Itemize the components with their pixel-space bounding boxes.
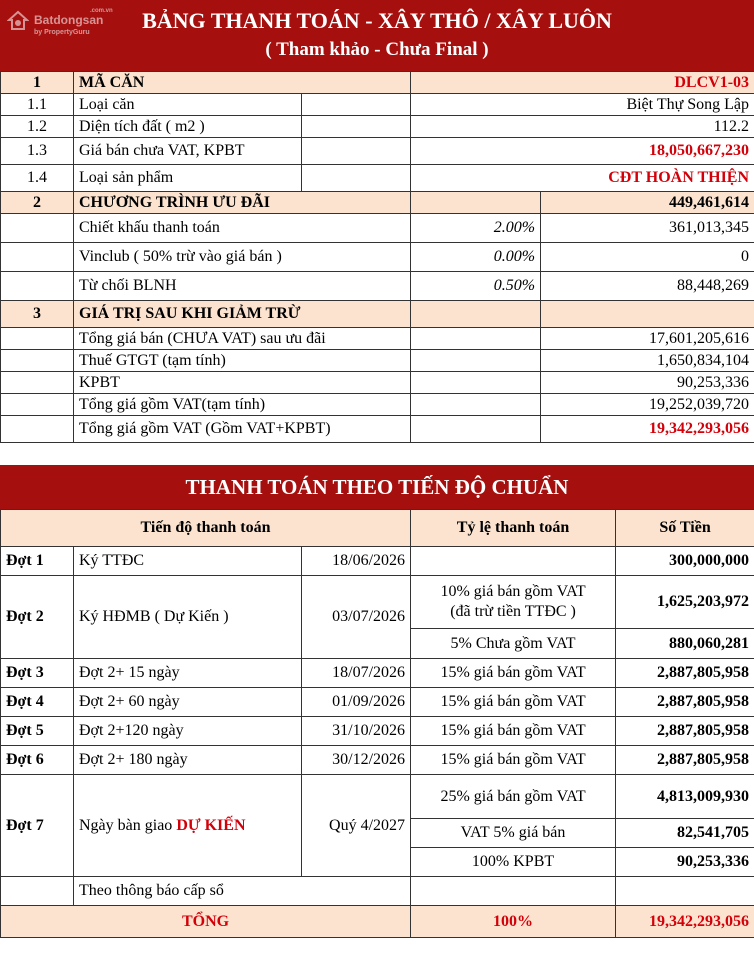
handover-text: Ngày bàn giao (79, 816, 173, 834)
installment-row-7 (1, 775, 754, 819)
total-row (1, 906, 754, 938)
installment-label: Đợt 6 (1, 746, 74, 775)
installment-row-2 (1, 576, 754, 629)
installment-ratio: 15% giá bán gồm VAT (411, 746, 616, 775)
schedule-banner (0, 465, 754, 509)
installment-date: 18/07/2026 (302, 659, 411, 688)
installment-row-1 (1, 547, 754, 576)
installment-amount: 300,000,000 (616, 547, 754, 576)
summary-label: Tổng giá gồm VAT(tạm tính) (74, 394, 411, 416)
unit-type: Biệt Thự Song Lập (411, 94, 754, 116)
note-row (1, 877, 754, 906)
installment-date: 03/07/2026 (302, 576, 411, 659)
installment-row-4 (1, 688, 754, 717)
row-no: 1.4 (1, 165, 74, 192)
discount-value: 88,448,269 (541, 272, 754, 301)
discount-row (1, 243, 754, 272)
installment-ratio: 15% giá bán gồm VAT (411, 688, 616, 717)
installment-desc: Đợt 2+ 60 ngày (74, 688, 302, 717)
total-amount-text: 19,342,293,056 (649, 912, 750, 930)
unit-info-table (0, 71, 754, 443)
installment-date: Quý 4/2027 (302, 775, 411, 877)
installment-ratio: 100% KPBT (411, 848, 616, 877)
header-amount: Số Tiền (616, 510, 754, 547)
discount-value: 0 (541, 243, 754, 272)
schedule-title: THANH TOÁN THEO TIẾN ĐỘ CHUẨN (185, 475, 569, 499)
summary-label: Thuế GTGT (tạm tính) (74, 350, 411, 372)
section-no: 1 (1, 72, 74, 94)
row-label: Loại căn (74, 94, 302, 116)
summary-value: 90,253,336 (541, 372, 754, 394)
watermark-domain: .com.vn (90, 8, 113, 14)
total-label (1, 906, 411, 938)
header-ratio: Tỷ lệ thanh toán (411, 510, 616, 547)
summary-label: Tổng giá bán (CHƯA VAT) sau ưu đãi (74, 328, 411, 350)
section-label: GIÁ TRỊ SAU KHI GIẢM TRỪ (74, 301, 411, 328)
product-type: CĐT HOÀN THIỆN (411, 165, 754, 192)
installment-desc: Ký HĐMB ( Dự Kiến ) (74, 576, 302, 659)
installment-row-3 (1, 659, 754, 688)
header-progress: Tiến độ thanh toán (1, 510, 411, 547)
row-no: 1.3 (1, 138, 74, 165)
watermark-name: Batdongsan (34, 13, 104, 27)
total-amount (616, 906, 754, 938)
title-banner (0, 0, 754, 71)
section-label: MÃ CĂN (74, 72, 411, 94)
grand-total-value: 19,342,293,056 (541, 416, 754, 443)
summary-row (1, 372, 754, 394)
installment-desc: Ký TTĐC (74, 547, 302, 576)
ratio-line-1: 10% giá bán gồm VAT (440, 583, 586, 600)
summary-row (1, 328, 754, 350)
summary-value: 17,601,205,616 (541, 328, 754, 350)
installment-ratio (411, 576, 616, 629)
installment-ratio: 25% giá bán gồm VAT (411, 775, 616, 819)
installment-ratio: 15% giá bán gồm VAT (411, 717, 616, 746)
table-row (1, 94, 754, 116)
total-label-text: TỔNG (181, 912, 230, 930)
summary-row (1, 416, 754, 443)
installment-desc: Đợt 2+120 ngày (74, 717, 302, 746)
section-label: CHƯƠNG TRÌNH ƯU ĐÃI (74, 192, 411, 214)
installment-ratio: 5% Chưa gồm VAT (411, 629, 616, 659)
installment-label: Đợt 7 (1, 775, 74, 877)
installment-amount: 90,253,336 (616, 848, 754, 877)
table-row (1, 165, 754, 192)
discount-label: Từ chối BLNH (74, 272, 411, 301)
unit-code: DLCV1-03 (411, 72, 754, 94)
installment-amount: 880,060,281 (616, 629, 754, 659)
installment-amount: 2,887,805,958 (616, 688, 754, 717)
table-row (1, 138, 754, 165)
installment-date: 18/06/2026 (302, 547, 411, 576)
watermark-sub: by PropertyGuru (34, 29, 90, 36)
discount-percent: 2.00% (411, 214, 541, 243)
installment-ratio: VAT 5% giá bán (411, 819, 616, 848)
summary-value: 19,252,039,720 (541, 394, 754, 416)
certificate-note: Theo thông báo cấp sổ (74, 877, 411, 906)
row-label: Loại sản phẩm (74, 165, 302, 192)
section-row-3 (1, 301, 754, 328)
installment-ratio: 15% giá bán gồm VAT (411, 659, 616, 688)
total-ratio (411, 906, 616, 938)
installment-ratio (411, 547, 616, 576)
row-label: Giá bán chưa VAT, KPBT (74, 138, 302, 165)
section-row-2 (1, 192, 754, 214)
land-area: 112.2 (411, 116, 754, 138)
handover-expected: DỰ KIẾN (176, 816, 246, 834)
installment-desc (74, 775, 302, 877)
page-subtitle: ( Tham khảo - Chưa Final ) (265, 39, 489, 60)
installment-desc: Đợt 2+ 15 ngày (74, 659, 302, 688)
discount-row (1, 214, 754, 243)
discount-percent: 0.50% (411, 272, 541, 301)
installment-date: 01/09/2026 (302, 688, 411, 717)
installment-amount: 2,887,805,958 (616, 717, 754, 746)
summary-value: 1,650,834,104 (541, 350, 754, 372)
installment-label: Đợt 5 (1, 717, 74, 746)
row-no: 1.2 (1, 116, 74, 138)
ratio-line-2: (đã trừ tiền TTĐC ) (450, 603, 576, 620)
discount-label: Vinclub ( 50% trừ vào giá bán ) (74, 243, 411, 272)
payment-schedule-table (0, 509, 754, 938)
discount-row (1, 272, 754, 301)
discount-label: Chiết khấu thanh toán (74, 214, 411, 243)
row-no: 1.1 (1, 94, 74, 116)
discount-total: 449,461,614 (541, 192, 754, 214)
summary-row (1, 350, 754, 372)
summary-label: Tổng giá gồm VAT (Gồm VAT+KPBT) (74, 416, 411, 443)
installment-amount: 2,887,805,958 (616, 659, 754, 688)
installment-label: Đợt 2 (1, 576, 74, 659)
installment-amount: 1,625,203,972 (616, 576, 754, 629)
installment-amount: 82,541,705 (616, 819, 754, 848)
section-row-1 (1, 72, 754, 94)
discount-percent: 0.00% (411, 243, 541, 272)
installment-desc: Đợt 2+ 180 ngày (74, 746, 302, 775)
discount-value: 361,013,345 (541, 214, 754, 243)
installment-date: 31/10/2026 (302, 717, 411, 746)
installment-row-6 (1, 746, 754, 775)
installment-amount: 4,813,009,930 (616, 775, 754, 819)
installment-label: Đợt 1 (1, 547, 74, 576)
installment-row-5 (1, 717, 754, 746)
schedule-header-row (1, 510, 754, 547)
row-label: Diện tích đất ( m2 ) (74, 116, 302, 138)
page-title: BẢNG THANH TOÁN - XÂY THÔ / XÂY LUÔN (142, 8, 612, 33)
section-no: 2 (1, 192, 74, 214)
summary-label: KPBT (74, 372, 411, 394)
table-row (1, 116, 754, 138)
total-ratio-text: 100% (493, 912, 534, 930)
installment-label: Đợt 3 (1, 659, 74, 688)
base-price: 18,050,667,230 (411, 138, 754, 165)
installment-date: 30/12/2026 (302, 746, 411, 775)
installment-label: Đợt 4 (1, 688, 74, 717)
section-no: 3 (1, 301, 74, 328)
installment-amount: 2,887,805,958 (616, 746, 754, 775)
summary-row (1, 394, 754, 416)
